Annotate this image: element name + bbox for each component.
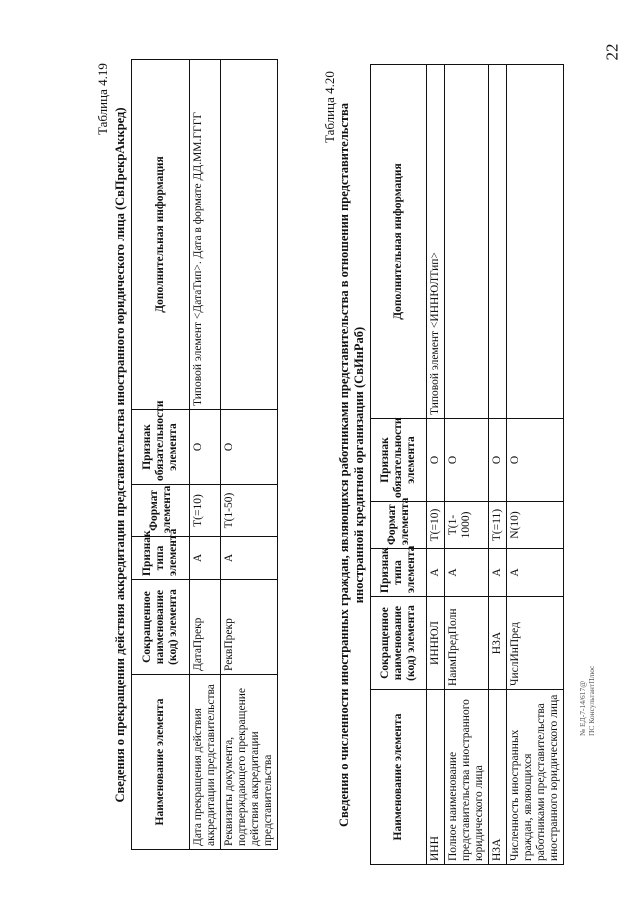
- table-cell: Типовой элемент <ДатаТип>. Дата в формате ДД.ММ.ГГГГ: [190, 60, 221, 410]
- header-cell: Формат элемента: [132, 485, 190, 537]
- header-cell: Признак обязательности элемента: [371, 419, 427, 502]
- table-cell: А: [507, 549, 564, 597]
- document-footer: [578, 666, 596, 736]
- table-title: Сведения о прекращении действия аккредитации представительства иностранного юридического лица (СвПрекрАккред): [113, 107, 127, 803]
- table-cell: T(1-1000): [445, 502, 489, 549]
- table-row: [427, 65, 445, 865]
- table-block-4-19: [95, 60, 295, 850]
- header-cell: Признак типа элемента: [371, 549, 427, 597]
- table-cell: О: [221, 410, 278, 485]
- header-cell: Дополнительная информация: [132, 60, 190, 410]
- table-row: [445, 65, 489, 865]
- table-cell: [221, 60, 278, 410]
- table-cell: ЧислИнПред: [507, 597, 564, 690]
- table-cell: О: [190, 410, 221, 485]
- table-block-4-20: [322, 65, 560, 865]
- header-cell: Признак обязательности элемента: [132, 410, 190, 485]
- table-number: Таблица 4.19: [95, 63, 110, 135]
- table-cell: T(=10): [427, 502, 445, 549]
- table-title-line-1: Сведения о численности иностранных граждан, являющихся работниками представительства в отношении представительства: [337, 102, 351, 828]
- header-cell: Формат элемента: [371, 502, 427, 549]
- data-table: [131, 59, 278, 850]
- header-cell: Признак типа элемента: [132, 537, 190, 580]
- table-cell: ИННЮЛ: [427, 597, 445, 690]
- page-number: 22: [602, 43, 622, 61]
- table-cell: О: [507, 419, 564, 502]
- header-cell: Дополнительная информация: [371, 65, 427, 419]
- header-cell: Сокращенное наименование (код) элемента: [371, 597, 427, 690]
- table-row: [489, 65, 507, 865]
- footer-line: ПС КонсультантПлюс: [587, 665, 596, 736]
- table-cell: А: [221, 537, 278, 580]
- table-cell: [489, 65, 507, 419]
- data-table: [370, 64, 564, 865]
- table-cell: ДатаПрекр: [190, 580, 221, 675]
- table-cell: Типовой элемент <ИННЮЛТип>: [427, 65, 445, 419]
- table-cell: А: [427, 549, 445, 597]
- table-cell: НЗА: [489, 690, 507, 865]
- table-cell: T(1-50): [221, 485, 278, 537]
- table-cell: А: [489, 549, 507, 597]
- table-cell: О: [445, 419, 489, 502]
- table-cell: T(=11): [489, 502, 507, 549]
- table-cell: А: [445, 549, 489, 597]
- table-cell: А: [190, 537, 221, 580]
- table-cell: О: [489, 419, 507, 502]
- footer-line: № ЕД-7-14/617@: [578, 680, 587, 736]
- table-cell: Полное наименование представительства иностранного юридического лица: [445, 690, 489, 865]
- table-row: [507, 65, 564, 865]
- table-cell: Реквизиты документа, подтверждающего прекращение действия аккредитации представительства: [221, 675, 278, 850]
- table-row: [190, 60, 221, 850]
- header-cell: Наименование элемента: [371, 690, 427, 865]
- table-cell: РеквПрекр: [221, 580, 278, 675]
- table-cell: НаимПредПолн: [445, 597, 489, 690]
- table-cell: НЗА: [489, 597, 507, 690]
- table-title-line-2: иностранной кредитной организации (СвИнРаб): [352, 326, 366, 604]
- table-cell: О: [427, 419, 445, 502]
- header-cell: Сокращенное наименование (код) элемента: [132, 580, 190, 675]
- table-row: [221, 60, 278, 850]
- table-cell: T(=10): [190, 485, 221, 537]
- table-cell: [507, 65, 564, 419]
- table-cell: Дата прекращения действия аккредитации представительства: [190, 675, 221, 850]
- table-cell: Численность иностранных граждан, являющихся работниками представительства иностранного юридического лица: [507, 690, 564, 865]
- table-cell: ИНН: [427, 690, 445, 865]
- header-cell: Наименование элемента: [132, 675, 190, 850]
- table-cell: N(10): [507, 502, 564, 549]
- table-cell: [445, 65, 489, 419]
- table-number: Таблица 4.20: [322, 71, 337, 143]
